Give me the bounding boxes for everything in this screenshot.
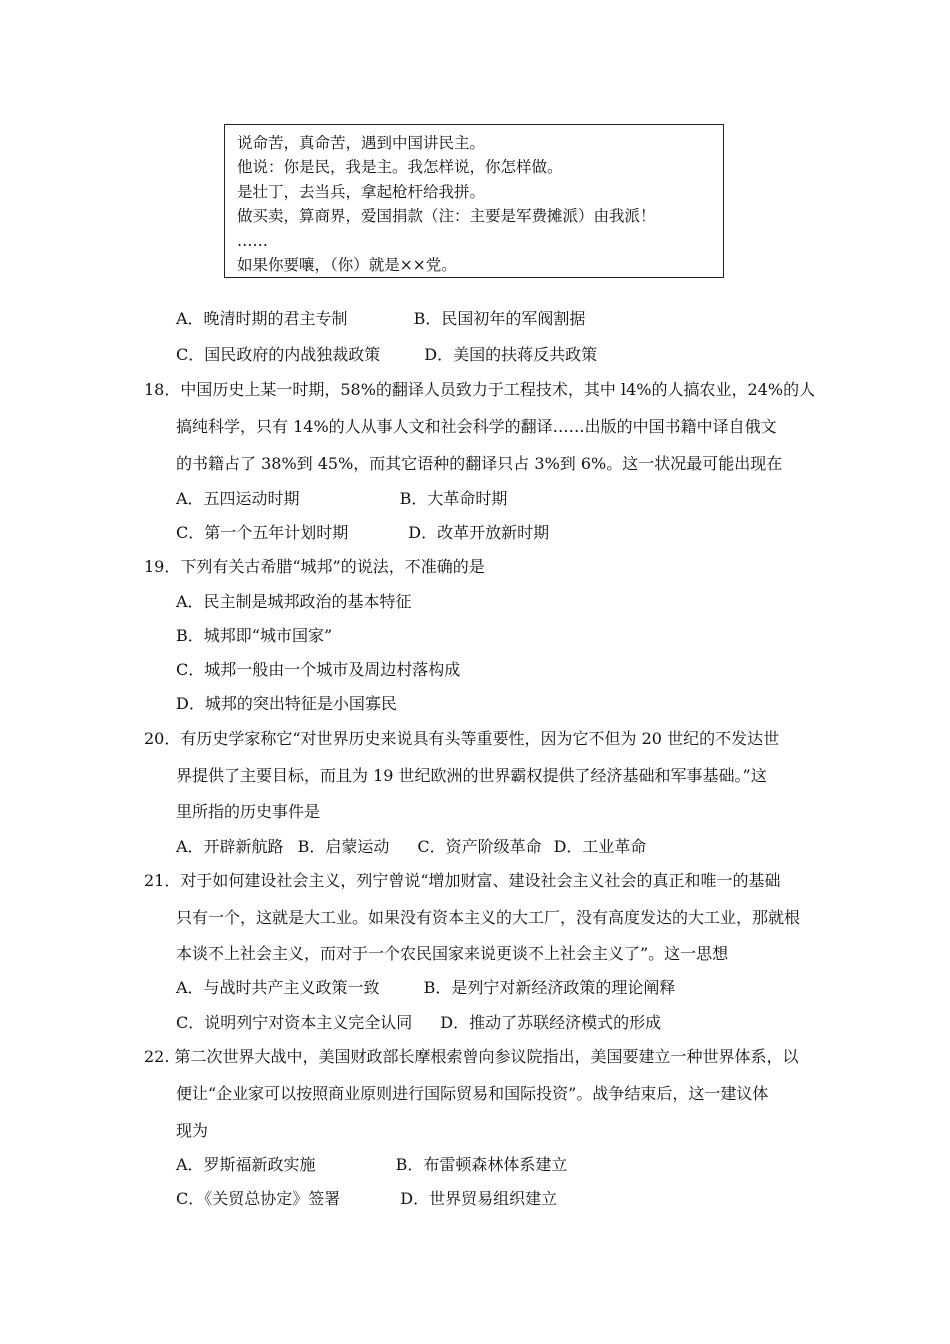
q18-stem-line-2: 搞纯科学，只有 14%的人从事人文和社会科学的翻译……出版的中国书籍中译自俄文 (176, 417, 777, 436)
q17-option-a: A．晚清时期的君主专制 (176, 309, 348, 328)
q21-stem-line-1: 21．对于如何建设社会主义，列宁曾说“增加财富、建设社会主义社会的真正和唯一的基础 (144, 871, 781, 890)
q22-options-row-1 (176, 1154, 567, 1176)
q21-options-row-2 (176, 1012, 661, 1034)
q20-option-b: B．启蒙运动 (297, 837, 390, 856)
q21-option-c: C．说明列宁对资本主义完全认同 (176, 1013, 413, 1032)
q22-stem-line-1: 22. 第二次世界大战中，美国财政部长摩根索曾向参议院指出，美国要建立一种世界体系，以 (144, 1047, 799, 1066)
quote-box (224, 124, 724, 278)
quote-line: …… (237, 231, 268, 250)
q18-option-d: D．改革开放新时期 (408, 523, 550, 542)
q19-option-d: D．城邦的突出特征是小国寡民 (176, 694, 397, 713)
q17-option-c: C．国民政府的内战独裁政策 (176, 345, 381, 364)
q18-options-row-2 (176, 522, 549, 544)
quote-line: 是壮丁，去当兵，拿起枪杆给我拼。 (237, 182, 486, 201)
q18-stem-line-1: 18．中国历史上某一时期，58%的翻译人员致力于工程技术，其中 l4%的人搞农业，24%的人 (144, 380, 816, 399)
q20-stem-line-1: 20．有历史学家称它“对世界历史来说具有头等重要性，因为它不但为 20 世纪的不发达世 (144, 729, 780, 748)
q20-option-c: C．资产阶级革命 (417, 837, 542, 856)
q18-option-a: A．五四运动时期 (176, 489, 300, 508)
q19-option-a: A．民主制是城邦政治的基本特征 (176, 592, 412, 611)
q21-stem-line-2: 只有一个，这就是大工业。如果没有资本主义的大工厂，没有高度发达的大工业，那就根 (176, 908, 801, 927)
q17-option-b: B．民国初年的军阀割据 (413, 309, 586, 328)
q19-stem: 19．下列有关古希腊“城邦”的说法，不准确的是 (144, 557, 485, 576)
q18-option-b: B．大革命时期 (399, 489, 508, 508)
q19-option-c: C．城邦一般由一个城市及周边村落构成 (176, 660, 461, 679)
quote-line: 做买卖，算商界，爱国捐款（注：主要是军费摊派）由我派！ (237, 207, 656, 226)
q22-stem-line-2: 便让“企业家可以按照商业原则进行国际贸易和国际投资”。战争结束后，这一建议体 (176, 1084, 769, 1103)
q22-option-d: D．世界贸易组织建立 (400, 1189, 558, 1208)
q22-option-a: A．罗斯福新政实施 (176, 1155, 316, 1174)
q20-option-a: A．开辟新航路 (176, 837, 284, 856)
q20-option-d: D．工业革命 (553, 837, 647, 856)
q20-stem-line-2: 界提供了主要目标，而且为 19 世纪欧洲的世界霸权提供了经济基础和军事基础。”这 (176, 766, 767, 785)
q21-option-d: D．推动了苏联经济模式的形成 (440, 1013, 662, 1032)
q17-options-row-1 (176, 308, 585, 330)
q18-stem-line-3: 的书籍占了 38%到 45%，而其它语种的翻译只占 3%到 6%。这一状况最可能出现在 (176, 454, 783, 473)
q18-options-row-1 (176, 488, 507, 510)
q22-options-row-2 (176, 1188, 557, 1210)
q20-stem-line-3: 里所指的历史事件是 (176, 802, 321, 821)
q21-options-row-1 (176, 977, 675, 999)
q21-option-b: B．是列宁对新经济政策的理论阐释 (423, 978, 676, 997)
q22-option-b: B．布雷顿森林体系建立 (395, 1155, 568, 1174)
q18-option-c: C．第一个五年计划时期 (176, 523, 349, 542)
q22-stem-line-3: 现为 (176, 1121, 209, 1140)
q21-option-a: A．与战时共产主义政策一致 (176, 978, 380, 997)
quote-line: 如果你要嚷，（你）就是××党。 (237, 255, 457, 274)
q22-option-c: C．《关贸总协定》签署 (176, 1189, 341, 1208)
q19-option-b: B．城邦即“城市国家” (176, 626, 333, 645)
q20-options-row (176, 836, 646, 858)
quote-line: 他说：你是民，我是主。我怎样说，你怎样做。 (237, 158, 563, 177)
q17-options-row-2 (176, 344, 597, 366)
q17-option-d: D．美国的扶蒋反共政策 (424, 345, 598, 364)
quote-line: 说命苦，真命苦，遇到中国讲民主。 (237, 134, 486, 152)
q21-stem-line-3: 本谈不上社会主义，而对于一个农民国家来说更谈不上社会主义了”。这一思想 (176, 944, 729, 963)
